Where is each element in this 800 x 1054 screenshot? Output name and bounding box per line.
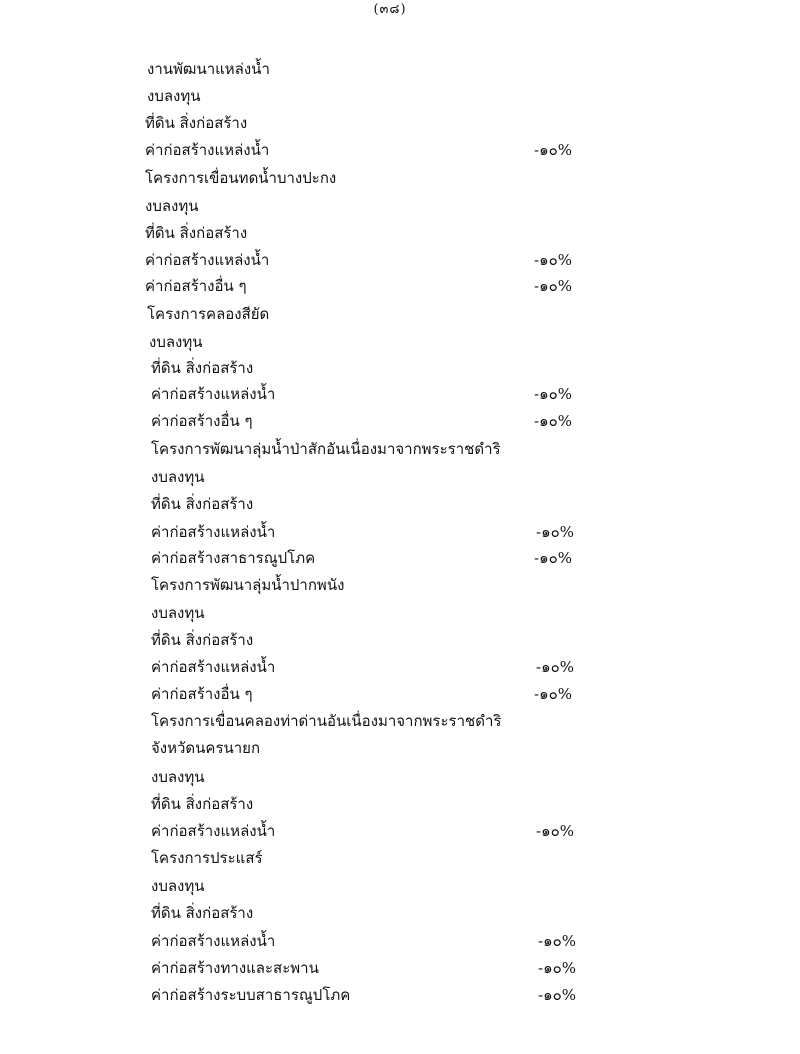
list-item [0, 845, 800, 871]
list-item [0, 273, 800, 299]
list-item [0, 436, 800, 462]
list-item [0, 165, 800, 191]
list-item [0, 220, 800, 246]
item-label: ค่าก่อสร้างแหล่งน้ำ [145, 251, 270, 269]
list-item [0, 654, 800, 680]
list-item [0, 735, 800, 761]
item-label: ค่าก่อสร้างอื่น ๆ [151, 685, 253, 703]
item-value: -๑๐% [534, 549, 572, 567]
item-value: -๑๐% [536, 658, 574, 676]
list-item [0, 900, 800, 926]
item-label: ที่ดิน สิ่งก่อสร้าง [145, 114, 248, 132]
list-item [0, 791, 800, 817]
item-label: โครงการคลองสียัด [147, 305, 270, 323]
list-item [0, 56, 800, 82]
item-label: ค่าก่อสร้างแหล่งน้ำ [151, 658, 276, 676]
item-label: งบลงทุน [149, 333, 203, 351]
item-value: -๑๐% [534, 141, 572, 159]
list-item [0, 464, 800, 490]
item-label: ค่าก่อสร้างแหล่งน้ำ [151, 822, 276, 840]
item-label: งานพัฒนาแหล่งน้ำ [147, 60, 270, 78]
item-value: -๑๐% [536, 523, 574, 541]
list-item [0, 873, 800, 899]
list-item [0, 955, 800, 981]
item-label: ค่าก่อสร้างแหล่งน้ำ [151, 385, 276, 403]
item-label: ค่าก่อสร้างระบบสาธารณูปโภค [151, 986, 351, 1004]
item-label: โครงการเขื่อนคลองท่าด่านอันเนื่องมาจากพระราชดำริ [151, 712, 502, 730]
list-item [0, 137, 800, 163]
list-item [0, 627, 800, 653]
item-label: งบลงทุน [151, 468, 205, 486]
item-label: ค่าก่อสร้างแหล่งน้ำ [151, 932, 276, 950]
list-item [0, 329, 800, 355]
item-label: ค่าก่อสร้างทางและสะพาน [151, 959, 319, 977]
item-label: ที่ดิน สิ่งก่อสร้าง [145, 224, 248, 242]
list-item [0, 408, 800, 434]
list-item [0, 708, 800, 734]
item-value: -๑๐% [536, 822, 574, 840]
list-item [0, 519, 800, 545]
item-label: ที่ดิน สิ่งก่อสร้าง [151, 795, 254, 813]
item-label: ที่ดิน สิ่งก่อสร้าง [151, 495, 254, 513]
list-item [0, 301, 800, 327]
item-label: ค่าก่อสร้างอื่น ๆ [151, 412, 253, 430]
list-item [0, 381, 800, 407]
item-label: โครงการพัฒนาลุ่มน้ำปากพนัง [151, 576, 345, 594]
item-value: -๑๐% [534, 685, 572, 703]
item-label: งบลงทุน [151, 877, 205, 895]
list-item [0, 818, 800, 844]
list-item [0, 193, 800, 219]
item-value: -๑๐% [534, 385, 572, 403]
item-value: -๑๐% [538, 959, 576, 977]
list-item [0, 247, 800, 273]
item-label: โครงการประแสร์ [151, 849, 263, 867]
item-label: ค่าก่อสร้างสาธารณูปโภค [151, 549, 316, 567]
item-value: -๑๐% [534, 412, 572, 430]
item-value: -๑๐% [538, 932, 576, 950]
item-value: -๑๐% [534, 277, 572, 295]
item-label: ค่าก่อสร้างอื่น ๆ [145, 277, 247, 295]
list-item [0, 83, 800, 109]
list-item [0, 545, 800, 571]
list-item [0, 928, 800, 954]
item-value: -๑๐% [538, 986, 576, 1004]
item-label: จังหวัดนครนายก [151, 739, 261, 757]
list-item [0, 491, 800, 517]
item-label: งบลงทุน [147, 87, 201, 105]
item-label: งบลงทุน [151, 604, 205, 622]
item-label: ที่ดิน สิ่งก่อสร้าง [151, 359, 254, 377]
item-label: โครงการพัฒนาลุ่มน้ำป่าสักอันเนื่องมาจากพระราชดำริ [151, 440, 501, 458]
list-item [0, 110, 800, 136]
page-number: (๓๘) [373, 2, 407, 17]
list-item [0, 982, 800, 1008]
item-label: โครงการเขื่อนทดน้ำบางปะกง [145, 169, 337, 187]
list-item [0, 681, 800, 707]
list-item [0, 764, 800, 790]
item-label: งบลงทุน [151, 768, 205, 786]
item-value: -๑๐% [534, 251, 572, 269]
list-item [0, 572, 800, 598]
item-label: งบลงทุน [145, 197, 199, 215]
list-item [0, 355, 800, 381]
item-label: ค่าก่อสร้างแหล่งน้ำ [151, 523, 276, 541]
item-label: ที่ดิน สิ่งก่อสร้าง [151, 904, 254, 922]
item-label: ค่าก่อสร้างแหล่งน้ำ [145, 141, 270, 159]
list-item [0, 600, 800, 626]
item-label: ที่ดิน สิ่งก่อสร้าง [151, 631, 254, 649]
